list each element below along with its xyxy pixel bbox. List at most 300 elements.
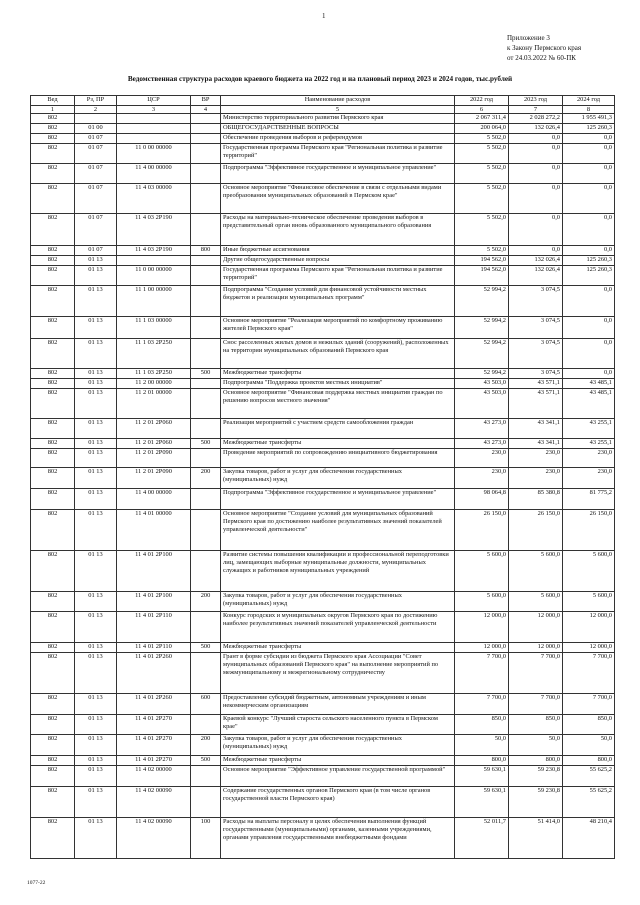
cell-rzpr (75, 114, 117, 124)
cell-2022: 12 000,0 (455, 612, 509, 643)
cell-rzpr: 01 13 (75, 286, 117, 317)
cell-rzpr: 01 13 (75, 735, 117, 756)
cell-2023: 50,0 (509, 735, 563, 756)
footer-code: 1077-22 (27, 880, 46, 886)
header-2023: 2023 год (509, 96, 563, 106)
cell-name: Иные бюджетные ассигнования (221, 246, 455, 256)
cell-rzpr: 01 13 (75, 468, 117, 489)
cell-2023: 5 600,0 (509, 592, 563, 612)
cell-2024: 800,0 (563, 756, 615, 766)
cell-2024: 43 255,1 (563, 439, 615, 449)
cell-ved: 802 (31, 468, 75, 489)
cell-ved: 802 (31, 715, 75, 735)
cell-ved: 802 (31, 489, 75, 510)
cell-2023: 12 000,0 (509, 612, 563, 643)
cell-2022: 43 503,0 (455, 379, 509, 389)
cell-rzpr: 01 07 (75, 246, 117, 256)
cell-name: Закупка товаров, работ и услуг для обеспечения государственных (муниципальных) нужд (221, 468, 455, 489)
cell-rzpr: 01 13 (75, 787, 117, 818)
table-row (31, 766, 615, 787)
cell-ved: 802 (31, 735, 75, 756)
table-row (31, 339, 615, 369)
cell-name: Основное мероприятие "Создание условий для муниципальных образований Пермского края по достижению наиболее результативных значений показателей управленческой деятельности" (221, 510, 455, 551)
cell-2023: 800,0 (509, 756, 563, 766)
cell-vr: 500 (191, 369, 221, 379)
cell-vr (191, 449, 221, 468)
cell-2024: 81 775,2 (563, 489, 615, 510)
cell-2024: 5 600,0 (563, 592, 615, 612)
cell-2024: 43 485,1 (563, 379, 615, 389)
cell-2024: 55 625,2 (563, 766, 615, 787)
table-row (31, 164, 615, 184)
cell-2023: 43 571,1 (509, 389, 563, 419)
cell-name: ОБЩЕГОСУДАРСТВЕННЫЕ ВОПРОСЫ (221, 124, 455, 134)
cell-rzpr: 01 07 (75, 134, 117, 144)
cell-rzpr: 01 07 (75, 144, 117, 164)
cell-2024: 5 600,0 (563, 551, 615, 592)
table-row (31, 612, 615, 643)
cell-csr: 11 4 01 2P270 (117, 735, 191, 756)
column-number: 8 (563, 106, 615, 114)
header-2022: 2022 год (455, 96, 509, 106)
cell-2022: 59 630,1 (455, 766, 509, 787)
cell-vr: 200 (191, 468, 221, 489)
cell-2022: 194 562,0 (455, 256, 509, 266)
cell-rzpr: 01 13 (75, 449, 117, 468)
cell-rzpr: 01 13 (75, 439, 117, 449)
cell-2023: 132 026,4 (509, 256, 563, 266)
cell-name: Основное мероприятие "Эффективное управление государственной программой" (221, 766, 455, 787)
cell-csr: 11 1 03 2P250 (117, 369, 191, 379)
cell-vr (191, 214, 221, 246)
cell-ved: 802 (31, 369, 75, 379)
cell-name: Подпрограмма "Эффективное государственное и муниципальное управление" (221, 489, 455, 510)
cell-ved: 802 (31, 214, 75, 246)
cell-2023: 0,0 (509, 246, 563, 256)
appendix-reference (507, 33, 581, 63)
cell-ved: 802 (31, 612, 75, 643)
cell-rzpr: 01 13 (75, 256, 117, 266)
cell-csr: 11 1 00 00000 (117, 286, 191, 317)
cell-2023: 0,0 (509, 164, 563, 184)
table-row (31, 184, 615, 214)
cell-2023: 59 230,8 (509, 787, 563, 818)
cell-2022: 12 000,0 (455, 643, 509, 653)
table-header-row (31, 96, 615, 106)
table-row (31, 653, 615, 694)
table-row (31, 214, 615, 246)
cell-name: Реализация мероприятий с участием средств самообложения граждан (221, 419, 455, 439)
cell-2024: 125 260,3 (563, 124, 615, 134)
cell-vr (191, 164, 221, 184)
cell-csr: 11 2 01 2P060 (117, 439, 191, 449)
cell-2023: 26 150,0 (509, 510, 563, 551)
cell-name: Снос расселенных жилых домов и нежилых зданий (сооружений), расположенных на территории муниципальных образований Пермского края (221, 339, 455, 369)
cell-rzpr: 01 00 (75, 124, 117, 134)
table-row (31, 468, 615, 489)
header-2024: 2024 год (563, 96, 615, 106)
table-row (31, 144, 615, 164)
cell-rzpr: 01 13 (75, 715, 117, 735)
cell-2023: 59 230,8 (509, 766, 563, 787)
cell-2023: 43 571,1 (509, 379, 563, 389)
cell-ved: 802 (31, 286, 75, 317)
cell-2023: 85 380,8 (509, 489, 563, 510)
table-row (31, 114, 615, 124)
cell-rzpr: 01 13 (75, 389, 117, 419)
cell-ved: 802 (31, 379, 75, 389)
cell-rzpr: 01 07 (75, 214, 117, 246)
cell-2022: 52 994,2 (455, 339, 509, 369)
table-row (31, 818, 615, 859)
cell-2023: 132 026,4 (509, 266, 563, 286)
cell-2022: 7 700,0 (455, 694, 509, 715)
cell-2022: 52 994,2 (455, 317, 509, 339)
cell-2022: 5 600,0 (455, 551, 509, 592)
cell-ved: 802 (31, 449, 75, 468)
table-row (31, 379, 615, 389)
cell-name: Межбюджетные трансферты (221, 439, 455, 449)
cell-rzpr: 01 13 (75, 766, 117, 787)
cell-csr: 11 4 01 2P100 (117, 551, 191, 592)
cell-name: Обеспечение проведения выборов и референдумов (221, 134, 455, 144)
cell-ved: 802 (31, 114, 75, 124)
cell-rzpr: 01 13 (75, 653, 117, 694)
cell-vr: 200 (191, 735, 221, 756)
cell-name: Закупка товаров, работ и услуг для обеспечения государственных (муниципальных) нужд (221, 735, 455, 756)
cell-2023: 0,0 (509, 134, 563, 144)
cell-csr: 11 2 01 00000 (117, 389, 191, 419)
cell-name: Предоставление субсидий бюджетным, автономным учреждениям и иным некоммерческим организациям (221, 694, 455, 715)
cell-ved: 802 (31, 694, 75, 715)
cell-2023: 43 341,1 (509, 419, 563, 439)
cell-2024: 12 000,0 (563, 612, 615, 643)
cell-name: Межбюджетные трансферты (221, 756, 455, 766)
cell-name: Министерство территориального развития Пермского края (221, 114, 455, 124)
cell-ved: 802 (31, 643, 75, 653)
cell-ved: 802 (31, 317, 75, 339)
cell-2022: 5 502,0 (455, 246, 509, 256)
cell-2023: 0,0 (509, 144, 563, 164)
cell-name: Подпрограмма "Создание условий для финансовой устойчивости местных бюджетов и реализации муниципальных программ" (221, 286, 455, 317)
table-row (31, 439, 615, 449)
table-row (31, 735, 615, 756)
cell-rzpr: 01 13 (75, 379, 117, 389)
cell-csr: 11 4 03 00000 (117, 184, 191, 214)
cell-rzpr: 01 13 (75, 369, 117, 379)
cell-name: Закупка товаров, работ и услуг для обеспечения государственных (муниципальных) нужд (221, 592, 455, 612)
cell-2023: 3 074,5 (509, 339, 563, 369)
cell-vr: 800 (191, 246, 221, 256)
cell-2022: 800,0 (455, 756, 509, 766)
cell-2022: 2 067 311,4 (455, 114, 509, 124)
cell-2022: 7 700,0 (455, 653, 509, 694)
cell-2024: 0,0 (563, 286, 615, 317)
cell-ved: 802 (31, 419, 75, 439)
cell-ved: 802 (31, 164, 75, 184)
cell-csr (117, 114, 191, 124)
budget-table (30, 95, 615, 859)
cell-vr (191, 419, 221, 439)
header-name: Наименование расходов (221, 96, 455, 106)
cell-vr (191, 266, 221, 286)
cell-2022: 52 011,7 (455, 818, 509, 859)
cell-2024: 0,0 (563, 339, 615, 369)
cell-vr (191, 286, 221, 317)
cell-2022: 59 630,1 (455, 787, 509, 818)
cell-name: Краевой конкурс "Лучший староста сельского населенного пункта в Пермском крае" (221, 715, 455, 735)
cell-name: Основное мероприятие "Финансовая поддержка местных инициатив граждан по решению вопросов местного значения" (221, 389, 455, 419)
cell-2024: 26 150,0 (563, 510, 615, 551)
cell-rzpr: 01 13 (75, 419, 117, 439)
cell-csr: 11 4 00 00000 (117, 164, 191, 184)
cell-2022: 43 503,0 (455, 389, 509, 419)
cell-vr (191, 256, 221, 266)
cell-2022: 5 502,0 (455, 144, 509, 164)
cell-2022: 43 273,0 (455, 419, 509, 439)
cell-csr: 11 4 02 00090 (117, 787, 191, 818)
cell-csr: 11 1 03 2P250 (117, 339, 191, 369)
cell-vr: 200 (191, 592, 221, 612)
cell-2024: 0,0 (563, 214, 615, 246)
table-row (31, 134, 615, 144)
cell-ved: 802 (31, 787, 75, 818)
cell-name: Государственная программа Пермского края "Региональная политика и развитие территорий" (221, 266, 455, 286)
cell-csr: 11 4 01 2P110 (117, 643, 191, 653)
cell-2024: 0,0 (563, 184, 615, 214)
cell-name: Грант в форме субсидии из бюджета Пермского края Ассоциации "Совет муниципальных образований Пермского края" на выполнение мероприятий по межмуниципальному и межрегиональному сотрудничеству (221, 653, 455, 694)
cell-ved: 802 (31, 144, 75, 164)
cell-csr: 11 4 02 00090 (117, 818, 191, 859)
cell-csr: 11 4 03 2P190 (117, 214, 191, 246)
cell-2022: 43 273,0 (455, 439, 509, 449)
cell-csr: 11 4 00 00000 (117, 489, 191, 510)
cell-ved: 802 (31, 653, 75, 694)
document-title: Ведомственная структура расходов краевого бюджета на 2022 год и на плановый период 2023 и 2024 годов, тыс.рублей (127, 75, 513, 83)
cell-ved: 802 (31, 134, 75, 144)
cell-2023: 230,0 (509, 449, 563, 468)
cell-ved: 802 (31, 266, 75, 286)
cell-vr: 100 (191, 818, 221, 859)
cell-2023: 132 026,4 (509, 124, 563, 134)
table-row (31, 643, 615, 653)
table-row (31, 124, 615, 134)
cell-2022: 5 502,0 (455, 184, 509, 214)
header-csr: ЦСР (117, 96, 191, 106)
cell-csr: 11 0 00 00000 (117, 266, 191, 286)
table-row (31, 369, 615, 379)
table-row (31, 389, 615, 419)
cell-vr: 500 (191, 756, 221, 766)
cell-2022: 230,0 (455, 468, 509, 489)
table-row (31, 715, 615, 735)
cell-csr: 11 4 01 2P260 (117, 694, 191, 715)
table-row (31, 266, 615, 286)
cell-vr (191, 379, 221, 389)
table-row (31, 419, 615, 439)
cell-name: Подпрограмма "Эффективное государственное и муниципальное управление" (221, 164, 455, 184)
cell-2023: 230,0 (509, 468, 563, 489)
cell-name: Расходы на материально-техническое обеспечение проведения выборов в представительный орган вновь образованного муниципального образования (221, 214, 455, 246)
cell-2022: 5 600,0 (455, 592, 509, 612)
cell-2022: 194 562,0 (455, 266, 509, 286)
cell-2022: 98 064,8 (455, 489, 509, 510)
cell-name: Межбюджетные трансферты (221, 643, 455, 653)
cell-csr: 11 1 03 00000 (117, 317, 191, 339)
cell-rzpr: 01 13 (75, 694, 117, 715)
cell-csr: 11 4 02 00000 (117, 766, 191, 787)
appendix-line: от 24.03.2022 № 60-ПК (507, 54, 576, 62)
cell-name: Проведение мероприятий по сопровождению инициативного бюджетирования (221, 449, 455, 468)
cell-2024: 55 625,2 (563, 787, 615, 818)
cell-2024: 0,0 (563, 369, 615, 379)
cell-ved: 802 (31, 124, 75, 134)
cell-2024: 230,0 (563, 468, 615, 489)
column-number: 5 (221, 106, 455, 114)
table-row (31, 256, 615, 266)
cell-2022: 52 994,2 (455, 369, 509, 379)
cell-csr (117, 256, 191, 266)
cell-csr: 11 4 01 00000 (117, 510, 191, 551)
cell-2022: 5 502,0 (455, 164, 509, 184)
table-row (31, 317, 615, 339)
header-ved: Вед (31, 96, 75, 106)
cell-name: Основное мероприятие "Реализация мероприятий по комфортному проживанию жителей Пермского края" (221, 317, 455, 339)
cell-2024: 7 700,0 (563, 694, 615, 715)
cell-rzpr: 01 13 (75, 756, 117, 766)
cell-rzpr: 01 13 (75, 551, 117, 592)
cell-vr (191, 114, 221, 124)
table-row (31, 694, 615, 715)
cell-rzpr: 01 13 (75, 489, 117, 510)
cell-2023: 3 074,5 (509, 286, 563, 317)
cell-csr (117, 124, 191, 134)
cell-ved: 802 (31, 756, 75, 766)
cell-ved: 802 (31, 551, 75, 592)
cell-name: Содержание государственных органов Пермского края (в том числе органов государственной власти Пермского края) (221, 787, 455, 818)
cell-2023: 7 700,0 (509, 694, 563, 715)
cell-2023: 2 028 272,2 (509, 114, 563, 124)
column-number-row (31, 106, 615, 114)
table-row (31, 510, 615, 551)
cell-2022: 5 502,0 (455, 134, 509, 144)
cell-csr: 11 0 00 00000 (117, 144, 191, 164)
cell-vr (191, 124, 221, 134)
cell-2023: 7 700,0 (509, 653, 563, 694)
cell-ved: 802 (31, 439, 75, 449)
cell-ved: 802 (31, 510, 75, 551)
cell-2023: 850,0 (509, 715, 563, 735)
cell-rzpr: 01 13 (75, 510, 117, 551)
cell-2022: 50,0 (455, 735, 509, 756)
cell-csr: 11 4 01 2P260 (117, 653, 191, 694)
column-number: 6 (455, 106, 509, 114)
cell-name: Основное мероприятие "Финансовое обеспечение в связи с отдельными видами преобразования муниципальных образований в Пермском крае" (221, 184, 455, 214)
column-number: 3 (117, 106, 191, 114)
cell-csr: 11 4 01 2P110 (117, 612, 191, 643)
cell-2024: 7 700,0 (563, 653, 615, 694)
table-row (31, 756, 615, 766)
table-row (31, 246, 615, 256)
cell-2024: 0,0 (563, 144, 615, 164)
cell-csr: 11 4 01 2P100 (117, 592, 191, 612)
cell-csr: 11 2 01 2P090 (117, 449, 191, 468)
cell-2022: 5 502,0 (455, 214, 509, 246)
table-row (31, 449, 615, 468)
cell-2024: 0,0 (563, 164, 615, 184)
cell-name: Развитие системы повышения квалификации и профессиональной переподготовки лиц, замещающих выборные муниципальные должности, муниципальных служащих и работников муниципальных учреждений (221, 551, 455, 592)
cell-vr (191, 184, 221, 214)
column-number: 4 (191, 106, 221, 114)
cell-rzpr: 01 13 (75, 612, 117, 643)
table-row (31, 286, 615, 317)
cell-vr (191, 144, 221, 164)
cell-rzpr: 01 07 (75, 164, 117, 184)
appendix-line: к Закону Пермского края (507, 44, 582, 52)
budget-table-body (31, 114, 615, 859)
cell-rzpr: 01 13 (75, 317, 117, 339)
cell-rzpr: 01 13 (75, 818, 117, 859)
cell-2024: 48 210,4 (563, 818, 615, 859)
cell-name: Другие общегосударственные вопросы (221, 256, 455, 266)
page-number: 1 (322, 12, 326, 20)
appendix-line: Приложение 3 (507, 34, 550, 42)
cell-ved: 802 (31, 339, 75, 369)
cell-2023: 5 600,0 (509, 551, 563, 592)
cell-name: Расходы на выплаты персоналу в целях обеспечения выполнения функций государственными (муниципальными) органами, казенными учреждениями, органами управления государственными внебюджетными фондами (221, 818, 455, 859)
cell-csr: 11 4 01 2P270 (117, 756, 191, 766)
cell-ved: 802 (31, 766, 75, 787)
header-vr: ВР (191, 96, 221, 106)
cell-2022: 52 994,2 (455, 286, 509, 317)
cell-2024: 0,0 (563, 246, 615, 256)
cell-csr: 11 2 01 2P090 (117, 468, 191, 489)
column-number: 1 (31, 106, 75, 114)
cell-vr (191, 715, 221, 735)
cell-csr: 11 2 01 2P060 (117, 419, 191, 439)
cell-ved: 802 (31, 256, 75, 266)
cell-2024: 12 000,0 (563, 643, 615, 653)
cell-vr (191, 551, 221, 592)
cell-2024: 125 260,3 (563, 266, 615, 286)
cell-2023: 43 341,1 (509, 439, 563, 449)
cell-2023: 3 074,5 (509, 317, 563, 339)
column-number: 2 (75, 106, 117, 114)
cell-rzpr: 01 13 (75, 643, 117, 653)
cell-2023: 0,0 (509, 184, 563, 214)
cell-vr (191, 510, 221, 551)
cell-rzpr: 01 07 (75, 184, 117, 214)
cell-2022: 200 064,0 (455, 124, 509, 134)
cell-name: Конкурс городских и муниципальных округов Пермского края по достижению наиболее результативных значений показателей управленческой деятельности (221, 612, 455, 643)
cell-2024: 43 255,1 (563, 419, 615, 439)
cell-vr (191, 317, 221, 339)
table-row (31, 551, 615, 592)
cell-ved: 802 (31, 246, 75, 256)
cell-csr: 11 4 01 2P270 (117, 715, 191, 735)
cell-2022: 26 150,0 (455, 510, 509, 551)
cell-2023: 12 000,0 (509, 643, 563, 653)
cell-rzpr: 01 13 (75, 339, 117, 369)
table-row (31, 787, 615, 818)
cell-vr (191, 489, 221, 510)
cell-2023: 51 414,0 (509, 818, 563, 859)
cell-rzpr: 01 13 (75, 266, 117, 286)
cell-2023: 0,0 (509, 214, 563, 246)
cell-rzpr: 01 13 (75, 592, 117, 612)
cell-ved: 802 (31, 389, 75, 419)
table-row (31, 489, 615, 510)
